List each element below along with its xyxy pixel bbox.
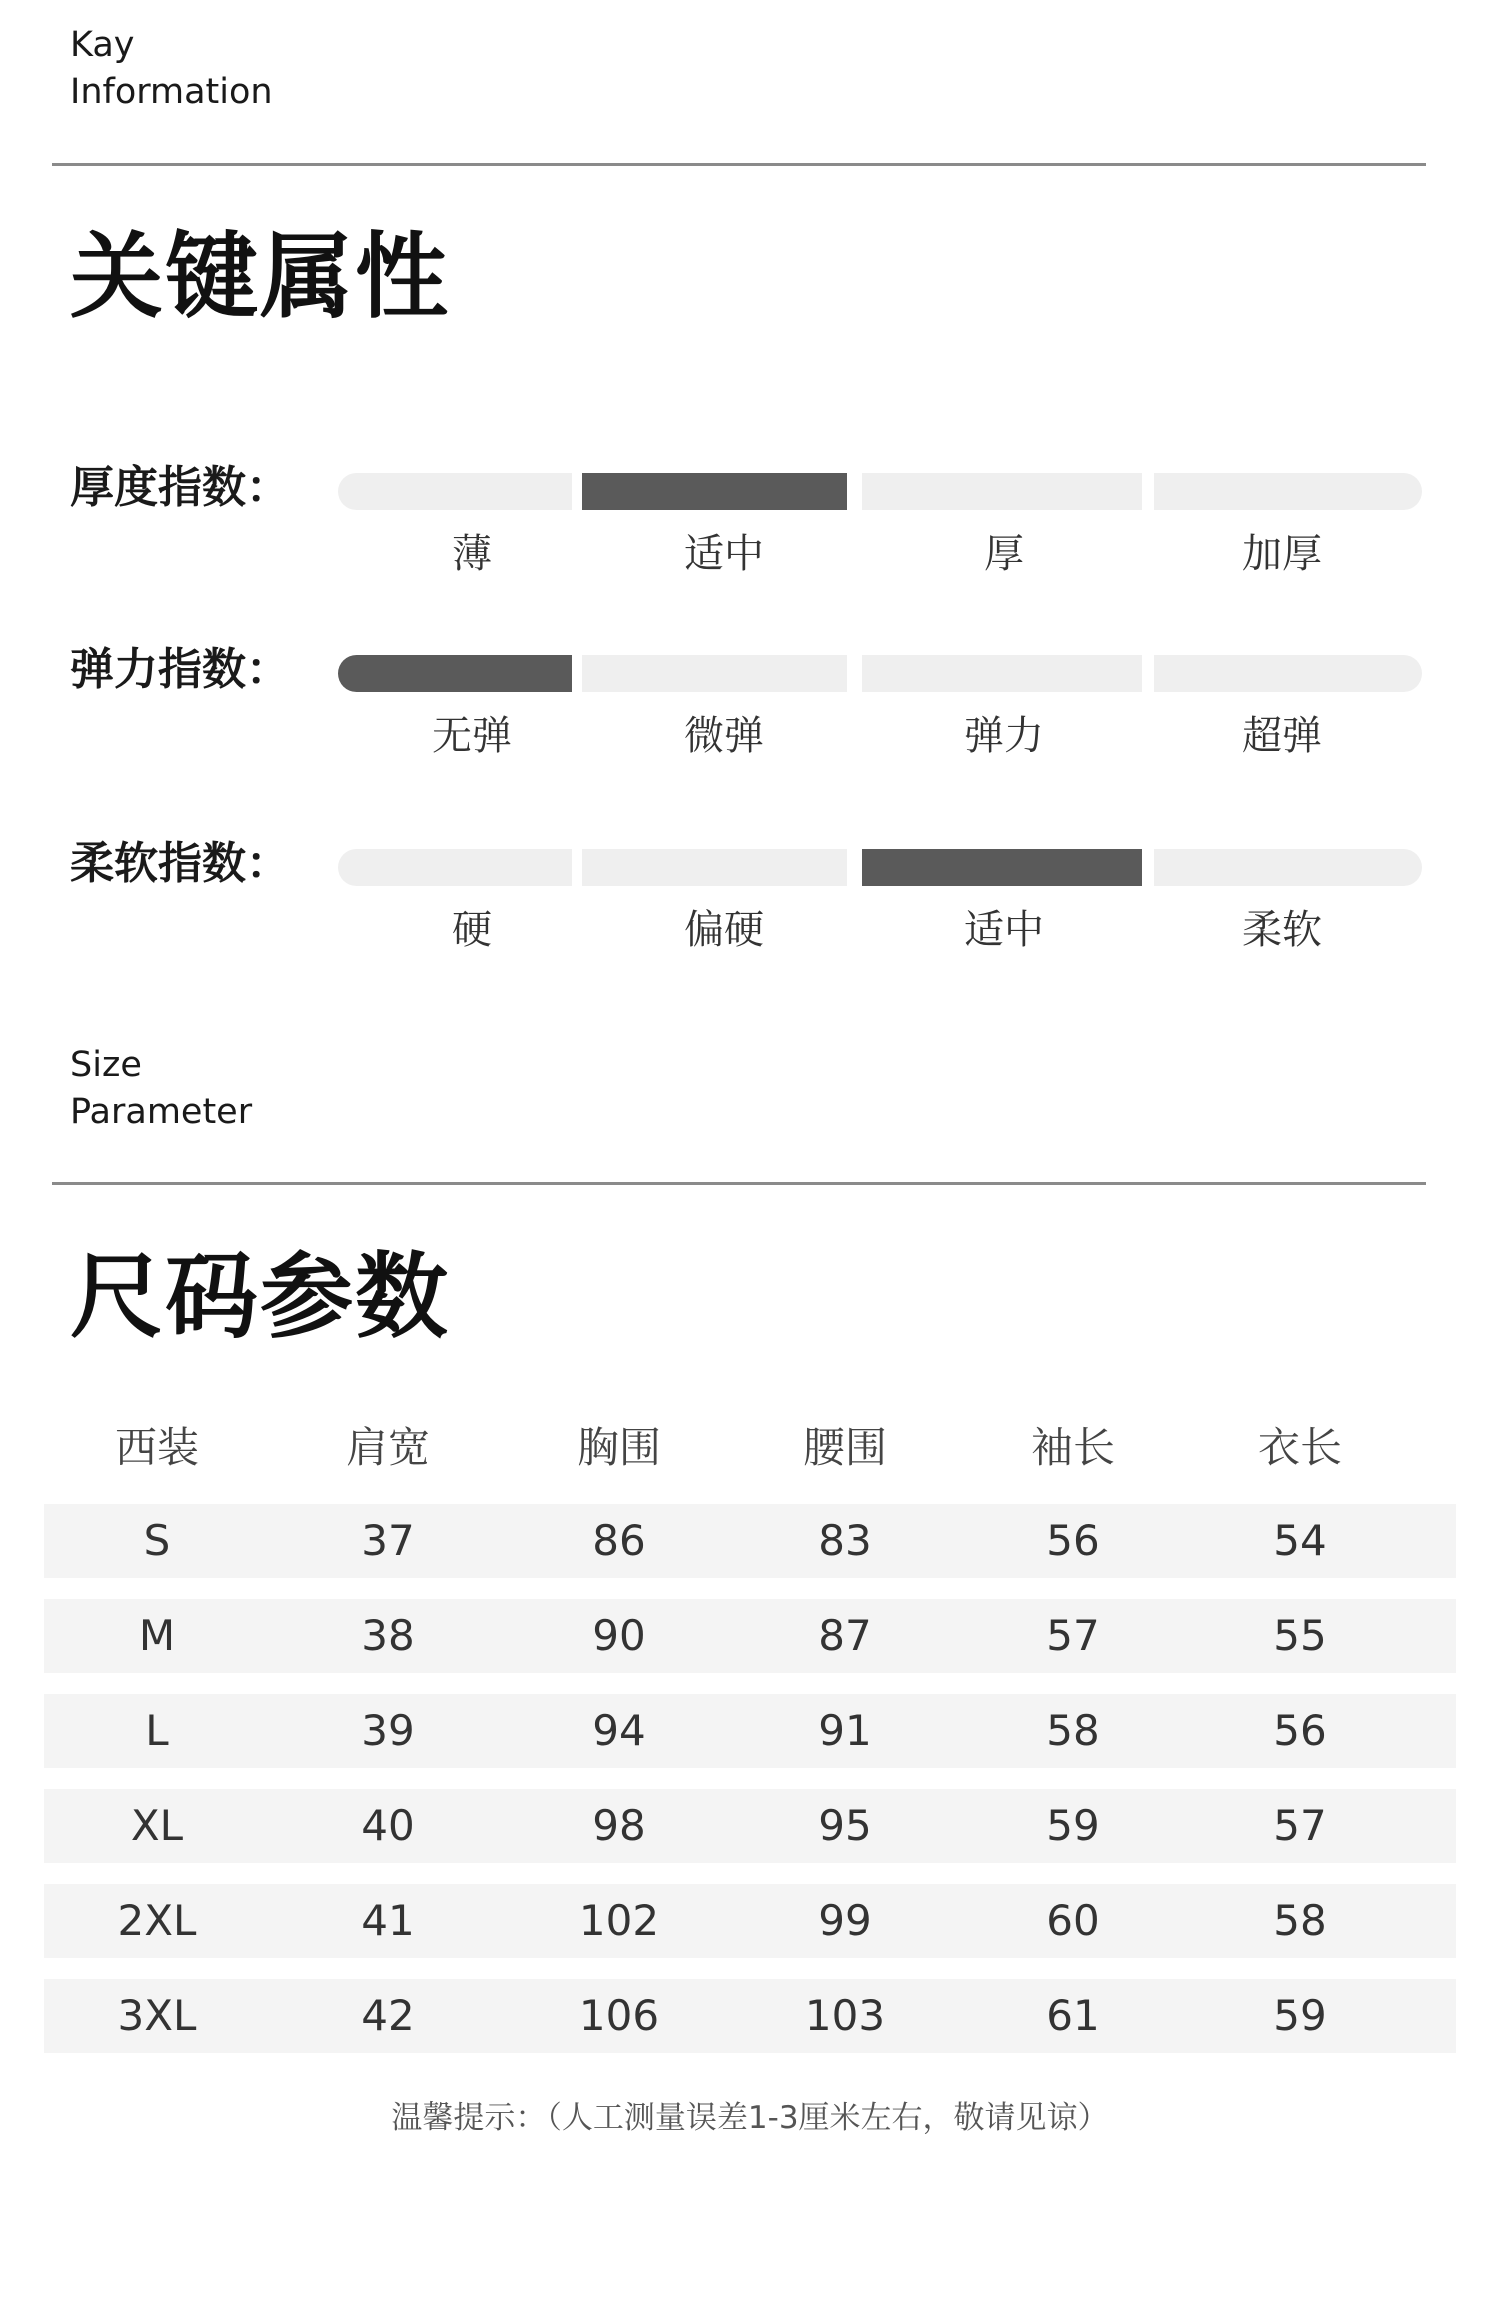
table-cell: 91 [818,1706,872,1755]
table-cell: 57 [1046,1611,1100,1660]
level-label: 弹力 [964,713,1044,759]
attribute-name: 厚度指数： [70,462,290,513]
table-cell: 38 [361,1611,415,1660]
size-cell: S [143,1516,171,1565]
table-cell: 106 [578,1991,660,2040]
level-bar [1154,655,1422,692]
table-cell: 103 [804,1991,886,2040]
size-parameters-title: 尺码参数 [70,1243,450,1351]
table-cell: 83 [818,1516,872,1565]
size-param-label-line2: Parameter [70,1092,253,1132]
table-row [44,1694,1456,1768]
size-cell: 2XL [117,1896,197,1945]
table-cell: 56 [1046,1516,1100,1565]
key-info-label [70,22,273,116]
table-cell: 40 [361,1801,415,1850]
column-header: 腰围 [802,1423,887,1472]
level-bar [1154,849,1422,886]
level-label: 超弹 [1242,713,1322,759]
size-param-label-line1: Size [70,1045,142,1085]
table-cell: 98 [592,1801,646,1850]
size-cell: M [138,1611,176,1660]
level-bar [862,655,1142,692]
table-cell: 55 [1273,1611,1327,1660]
table-row [44,1979,1456,2053]
column-header: 西装 [114,1423,199,1472]
key-attributes-title: 关键属性 [70,223,450,331]
measurement-note: 温馨提示：（人工测量误差1-3厘米左右，敬请见谅） [391,2100,1109,2136]
level-bar [338,473,572,510]
table-cell: 58 [1273,1896,1327,1945]
attribute-name: 柔软指数： [70,838,290,889]
table-cell: 58 [1046,1706,1100,1755]
column-header: 袖长 [1030,1423,1115,1472]
attribute-row [0,458,1500,588]
level-bar [862,473,1142,510]
attribute-row [0,834,1500,964]
column-header: 胸围 [576,1423,661,1472]
level-bar-active [862,849,1142,886]
attribute-name: 弹力指数： [70,644,290,695]
table-row [44,1789,1456,1863]
table-cell: 87 [818,1611,872,1660]
table-cell: 42 [361,1991,415,2040]
table-cell: 57 [1273,1801,1327,1850]
level-bar-active [582,473,847,510]
table-row [44,1599,1456,1673]
table-cell: 99 [818,1896,872,1945]
key-info-label-line2: Information [70,72,273,112]
section-divider [52,1182,1426,1185]
table-cell: 59 [1273,1991,1327,2040]
level-bar-active [338,655,572,692]
table-cell: 95 [818,1801,872,1850]
table-cell: 60 [1046,1896,1100,1945]
table-cell: 86 [592,1516,646,1565]
column-header: 衣长 [1257,1423,1342,1472]
level-label: 柔软 [1242,907,1322,953]
column-header: 肩宽 [345,1423,430,1472]
table-cell: 59 [1046,1801,1100,1850]
level-label: 薄 [452,531,492,577]
size-cell: L [145,1706,169,1755]
level-label: 适中 [964,907,1044,953]
level-label: 加厚 [1242,531,1322,577]
key-info-label-line1: Kay [70,25,135,65]
level-label: 硬 [452,907,492,953]
table-cell: 94 [592,1706,646,1755]
level-label: 适中 [684,531,764,577]
level-bar [582,655,847,692]
table-cell: 102 [578,1896,660,1945]
table-row [44,1504,1456,1578]
level-label: 微弹 [684,713,764,759]
size-cell: XL [130,1801,184,1850]
table-header [44,1418,1456,1478]
table-cell: 61 [1046,1991,1100,2040]
table-cell: 37 [361,1516,415,1565]
section-divider [52,163,1426,166]
table-cell: 56 [1273,1706,1327,1755]
table-cell: 39 [361,1706,415,1755]
table-row [44,1884,1456,1958]
level-bar [582,849,847,886]
level-bar [1154,473,1422,510]
size-cell: 3XL [117,1991,197,2040]
level-label: 无弹 [432,713,512,759]
attribute-row [0,640,1500,770]
level-label: 厚 [984,531,1024,577]
table-cell: 90 [592,1611,646,1660]
level-label: 偏硬 [684,907,764,953]
table-cell: 54 [1273,1516,1327,1565]
level-bar [338,849,572,886]
table-cell: 41 [361,1896,415,1945]
size-param-label [70,1042,252,1136]
